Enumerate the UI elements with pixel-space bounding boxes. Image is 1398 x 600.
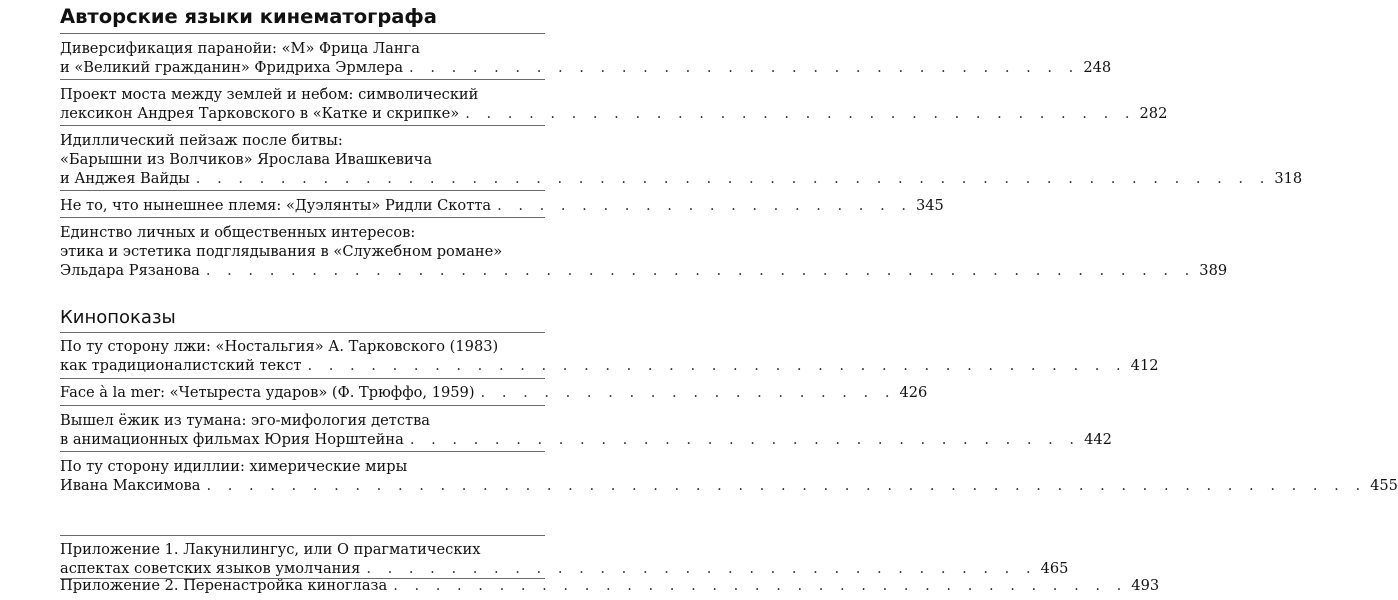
page-number: 282 [1139, 105, 1168, 122]
toc-entry [60, 196, 944, 215]
leader-dots: . . . . . . . . . . . . . . . . . . . . [497, 197, 912, 214]
entry-line: Идиллический пейзаж после битвы: [60, 132, 343, 149]
divider [60, 378, 545, 379]
entry-line: «Барышни из Волчиков» Ярослава Ивашкевича [60, 151, 433, 168]
toc-entry [60, 337, 1159, 375]
leader-dots: . . . . . . . . . . . . . . . . . . . . . . . . . . . . . . . . . . . . . . . [307, 357, 1127, 374]
entry-line: Единство личных и общественных интересов: [60, 224, 416, 241]
entry-line: в анимационных фильмах Юрия Норштейна [60, 431, 404, 448]
leader-dots: . . . . . . . . . . . . . . . . . . . . [480, 384, 896, 401]
entry-line: Вышел ёжик из тумана: эго-мифология детства [60, 412, 430, 429]
toc-entry [60, 411, 1112, 449]
toc-entry [60, 576, 1160, 595]
page-number: 442 [1084, 431, 1112, 448]
divider [60, 79, 545, 80]
toc-entry [60, 457, 1398, 495]
divider [60, 535, 545, 536]
toc-entry [60, 39, 1112, 77]
section-title-screenings: Кинопоказы [60, 307, 176, 328]
page-number: 426 [899, 384, 928, 401]
entry-line: Face à la mer: «Четыреста ударов» (Ф. Трюффо, 1959) [60, 384, 475, 401]
divider [60, 451, 545, 452]
leader-dots: . . . . . . . . . . . . . . . . . . . . . . . . . . . . . . . . . . . . . . . . . . . . . . . [205, 262, 1196, 279]
page-number: 318 [1274, 170, 1303, 187]
page-number: 345 [915, 197, 944, 214]
entry-line: Приложение 1. Лакунилингус, или О прагматических [60, 541, 481, 558]
divider [60, 332, 545, 333]
page-number: 455 [1370, 477, 1398, 494]
toc-entry [60, 223, 1228, 280]
toc-entry [60, 383, 928, 402]
divider [60, 217, 545, 218]
leader-dots: . . . . . . . . . . . . . . . . . . . . . . . . . . . . . . . . [465, 105, 1136, 122]
entry-line: Диверсификация паранойи: «М» Фрица Ланга [60, 40, 420, 57]
entry-line: этика и эстетика подглядывания в «Служебном романе» [60, 243, 503, 260]
leader-dots: . . . . . . . . . . . . . . . . . . . . . . . . . . . . . . . . . . . . . . . . . . . . . . . . . . . [195, 170, 1271, 187]
entry-line: аспектах советских языков умолчания [60, 560, 361, 577]
entry-line: По ту сторону лжи: «Ностальгия» А. Тарковского (1983) [60, 338, 499, 355]
entry-line: Приложение 2. Перенастройка киноглаза [60, 577, 388, 594]
toc-entry [60, 131, 1303, 188]
page-number: 412 [1130, 357, 1159, 374]
section-title-author-languages: Авторские языки кинематографа [60, 5, 437, 28]
page-number: 493 [1131, 577, 1160, 594]
entry-line: и Анджея Вайды [60, 170, 190, 187]
divider [60, 405, 545, 406]
divider [60, 33, 545, 34]
leader-dots: . . . . . . . . . . . . . . . . . . . . . . . . . . . . . . . . . . . [393, 577, 1128, 594]
entry-line: и «Великий гражданин» Фридриха Эрмлера [60, 59, 404, 76]
divider [60, 125, 545, 126]
divider [60, 190, 545, 191]
leader-dots: . . . . . . . . . . . . . . . . . . . . . . . . . . . . . . . . [409, 431, 1081, 448]
entry-line: Эльдара Рязанова [60, 262, 200, 279]
entry-line: По ту сторону идиллии: химерические миры [60, 458, 408, 475]
leader-dots: . . . . . . . . . . . . . . . . . . . . . . . . . . . . . . . . [366, 560, 1037, 577]
toc-entry [60, 540, 1069, 578]
page-number: 465 [1040, 560, 1069, 577]
toc-entry [60, 85, 1168, 123]
leader-dots: . . . . . . . . . . . . . . . . . . . . . . . . . . . . . . . . . . . . . . . . . . . . . . . . . . . . . . . [206, 477, 1367, 494]
page-number: 389 [1199, 262, 1228, 279]
entry-line: Ивана Максимова [60, 477, 201, 494]
entry-line: лексикон Андрея Тарковского в «Катке и скрипке» [60, 105, 460, 122]
entry-line: Не то, что нынешнее племя: «Дуэлянты» Ридли Скотта [60, 197, 492, 214]
page-number: 248 [1083, 59, 1112, 76]
entry-line: как традиционалистский текст [60, 357, 302, 374]
leader-dots: . . . . . . . . . . . . . . . . . . . . . . . . . . . . . . . . [409, 59, 1080, 76]
entry-line: Проект моста между землей и небом: символический [60, 86, 479, 103]
